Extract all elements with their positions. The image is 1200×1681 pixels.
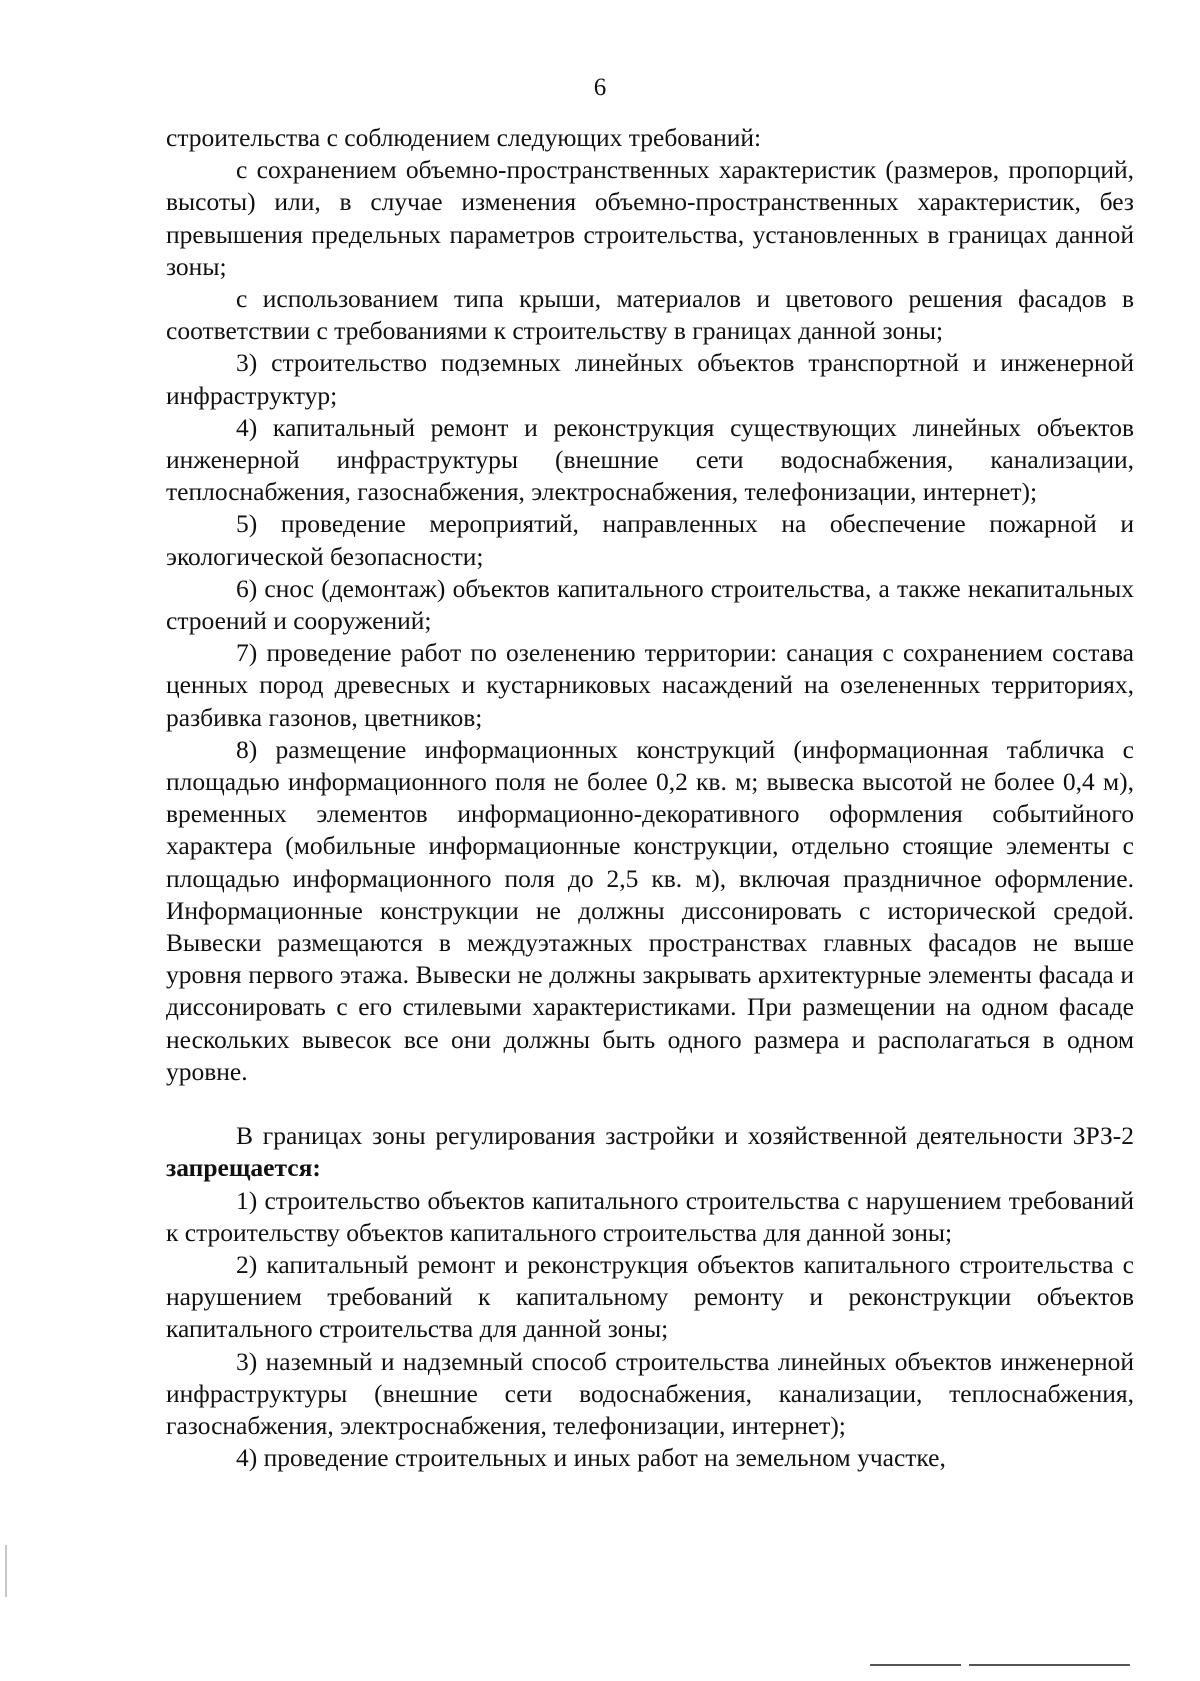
section-intro-bold: запрещается:	[166, 1153, 321, 1183]
list-item: 1) строительство объектов капитального строительства с нарушением требований к строительству объектов капитального строительства для данной зоны;	[166, 1185, 1134, 1247]
section-intro	[166, 1120, 1134, 1184]
page-number: 6	[593, 74, 607, 101]
list-item: 5) проведение мероприятий, направленных на обеспечение пожарной и экологической безопасности;	[166, 509, 1134, 571]
paragraph: с использованием типа крыши, материалов и цветового решения фасадов в соответствии с требованиями к строительству в границах данной зоны;	[166, 284, 1134, 346]
list-item: 3) наземный и надземный способ строительства линейных объектов инженерной инфраструктуры (внешние сети водоснабжения, канализации, теплоснабжения, газоснабжения, электроснабжения, телефонизации, интернет);	[166, 1346, 1134, 1440]
scan-margin-mark	[5, 1545, 7, 1597]
list-item: 2) капитальный ремонт и реконструкция объектов капитального строительства с нарушением требований к капитальному ремонту и реконструкции объектов капитального строительства для данной зоны;	[166, 1249, 1134, 1344]
list-item: 7) проведение работ по озеленению территории: санация с сохранением состава ценных пород древесных и кустарниковых насаждений на озелененных территориях, разбивка газонов, цветников;	[166, 638, 1134, 732]
document-body	[166, 122, 1134, 1474]
list-item: 4) проведение строительных и иных работ на земельном участке,	[236, 1443, 946, 1473]
list-item: 4) капитальный ремонт и реконструкция существующих линейных объектов инженерной инфраструктуры (внешние сети водоснабжения, канализации, теплоснабжения, газоснабжения, электроснабжения, телефонизации, интернет);	[166, 412, 1134, 507]
list-item: 6) снос (демонтаж) объектов капитального строительства, а также некапитальных строений и сооружений;	[166, 573, 1134, 636]
section-gap	[166, 1088, 1134, 1120]
paragraph: строительства с соблюдением следующих требований:	[166, 123, 762, 152]
paragraph: с сохранением объемно-пространственных характеристик (размеров, пропорций, высоты) или, в случае изменения объемно-пространственных характеристик, без превышения предельных параметров строительства, установленных в границах данной зоны;	[166, 155, 1134, 281]
footer-rule	[870, 1664, 1130, 1666]
list-item: 8) размещение информационных конструкций (информационная табличка с площадью информационного поля не более 0,2 кв. м; вывеска высотой не более 0,4 м), временных элементов информационно-декоративного оформления событийного характера (мобильные информационные конструкции, отдельно стоящие элементы с площадью информационного поля до 2,5 кв. м), включая праздничное оформление. Информационные конструкции не должны диссонировать с исторической средой. Вывески размещаются в междуэтажных пространствах главных фасадов не выше уровня первого этажа. Вывески не должны закрывать архитектурные элементы фасада и диссонировать с его стилевыми характеристиками. При размещении на одном фасаде нескольких вывесок все они должны быть одного размера и располагаться в одном уровне.	[166, 734, 1134, 1086]
section-intro-text: В границах зоны регулирования застройки и хозяйственной деятельности ЗРЗ-2	[236, 1121, 1134, 1151]
list-item: 3) строительство подземных линейных объектов транспортной и инженерной инфраструктур;	[166, 348, 1134, 410]
